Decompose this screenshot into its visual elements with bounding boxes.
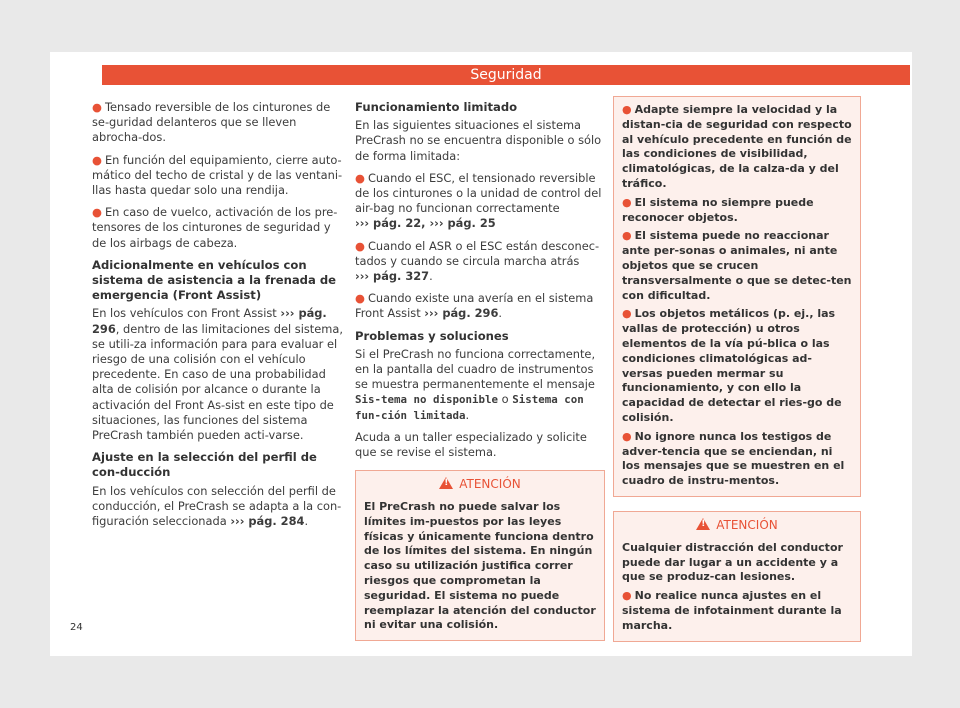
page-reference-link[interactable]: ››› pág. 22, ››› pág. 25 bbox=[355, 216, 496, 231]
bullet-item: ● Cuando existe una avería en el sistema Front Assist ››› pág. 296. bbox=[355, 291, 594, 321]
bullet-item: ● El sistema puede no reaccionar ante per-sonas o animales, ni ante objetos que se crucen transversalmente o que se detec-ten con dificultad. bbox=[622, 229, 852, 302]
display-message: Sis-tema no disponible bbox=[355, 393, 499, 407]
warning-text: Cualquier distracción del conductor puede dar lugar a un accidente y a que se produz-can lesiones. bbox=[622, 540, 843, 584]
bullet-item: ● En función del equipamiento, cierre auto-mático del techo de cristal y de las ventani-llas hasta quedar solo una rendija. bbox=[92, 152, 343, 198]
column-left bbox=[92, 100, 348, 536]
warning-box-continued bbox=[613, 96, 861, 497]
display-message: Sistema con fun-ción limitada bbox=[355, 393, 584, 422]
column-right bbox=[613, 100, 861, 642]
bullet-icon: ● bbox=[355, 238, 365, 253]
bullet-item: ● No realice nunca ajustes en el sistema de infotainment durante la marcha. bbox=[622, 589, 842, 632]
bullet-icon: ● bbox=[622, 103, 632, 116]
bullet-icon: ● bbox=[92, 100, 102, 114]
bullet-item: ● Adapte siempre la velocidad y la distan-cia de seguridad con respecto al vehículo precedente en función de las condiciones de visibilidad, climatológicas, de la calza-da y del tráfico. bbox=[622, 103, 852, 190]
warning-title: !ATENCIÓN bbox=[364, 477, 596, 492]
warning-text: El PreCrash no puede salvar los límites im-puestos por las leyes físicas y únicamente funciona dentro de los límites del sistema. En ningún caso su utilización justifica correr riesgos que comprometan la seguridad. El sistema no puede reemplazar la atención del conductor ni evitar una colisión. bbox=[364, 500, 596, 632]
bullet-icon: ● bbox=[355, 170, 365, 185]
page-number: 24 bbox=[70, 622, 83, 633]
paragraph: En las siguientes situaciones el sistema PreCrash no se encuentra disponible o sólo de forma limitada: bbox=[355, 118, 602, 163]
heading-driving-profile: Ajuste en la selección del perfil de con-ducción bbox=[92, 450, 317, 480]
paragraph: En los vehículos con selección del perfil de conducción, el PreCrash se adapta a la con-figuración seleccionada ››› pág. 284. bbox=[92, 483, 342, 529]
heading-troubleshooting: Problemas y soluciones bbox=[355, 328, 509, 343]
warning-icon bbox=[696, 518, 710, 530]
warning-box bbox=[355, 470, 605, 641]
bullet-item: ● Cuando el ASR o el ESC están desconec-tados y cuando se circula marcha atrás ››› pág. 327. bbox=[355, 238, 600, 284]
bullet-icon: ● bbox=[622, 229, 632, 243]
paragraph: En los vehículos con Front Assist ››› pág. 296, dentro de las limitaciones del sistema, se utili-za información para para evaluar el riesgo de una colisión con el vehículo precedente. En caso de una probabilidad alta de colisión por alcance o durante la activación del Front As-sist en este tipo de situaciones, las funciones del sistema PreCrash también pueden acti-varse. bbox=[92, 306, 343, 443]
paragraph: Acuda a un taller especializado y solicite que se revise el sistema. bbox=[355, 429, 587, 460]
warning-box bbox=[613, 511, 861, 642]
page-reference-link[interactable]: ››› pág. 296 bbox=[92, 306, 327, 336]
page-reference-link[interactable]: ››› pág. 284 bbox=[230, 514, 305, 529]
warning-icon bbox=[439, 477, 453, 489]
heading-front-assist: Adicionalmente en vehículos con sistema de asistencia a la frenada de emergencia (Front Assist) bbox=[92, 257, 337, 303]
page-reference-link[interactable]: ››› pág. 327 bbox=[355, 269, 430, 284]
manual-page bbox=[50, 52, 912, 656]
bullet-icon: ● bbox=[622, 195, 632, 209]
column-middle bbox=[355, 100, 605, 641]
warning-title: !ATENCIÓN bbox=[622, 518, 852, 533]
bullet-item: ● Tensado reversible de los cinturones de se-guridad delanteros que se lleven abrocha-dos. bbox=[92, 100, 331, 145]
bullet-item: ● El sistema no siempre puede reconocer objetos. bbox=[622, 195, 814, 224]
bullet-icon: ● bbox=[622, 429, 632, 443]
bullet-icon: ● bbox=[92, 152, 102, 167]
heading-limited-function: Funcionamiento limitado bbox=[355, 100, 518, 114]
bullet-item: ● En caso de vuelco, activación de los pre-tensores de los cinturones de seguridad y de los airbags de cabeza. bbox=[92, 205, 338, 250]
bullet-item: ● No ignore nunca los testigos de adver-tencia que se enciendan, ni los mensajes que se muestren en el cuadro de instru-mentos. bbox=[622, 429, 845, 488]
bullet-item: ● Cuando el ESC, el tensionado reversible de los cinturones o la unidad de control del air-bag no funcionan correctamente ››› pág. 22, ››› pág. 25 bbox=[355, 170, 602, 231]
page-reference-link[interactable]: ››› pág. 296 bbox=[424, 306, 499, 321]
bullet-item: ● Los objetos metálicos (p. ej., las vallas de protección) u otros elementos de la vía pú-blica o las condiciones climatológicas ad-versas pueden mermar su funcionamiento, y con ello la capacidad de detectar el ries-go de colisión. bbox=[622, 307, 842, 424]
bullet-icon: ● bbox=[622, 589, 632, 603]
paragraph: Si el PreCrash no funciona correctamente, en la pantalla del cuadro de instrumentos se muestra permanentemente el mensaje Sis-tema no disponible o Sistema con fun-ción limitada. bbox=[355, 346, 596, 422]
bullet-icon: ● bbox=[355, 291, 365, 306]
section-header: Seguridad bbox=[102, 65, 910, 85]
bullet-icon: ● bbox=[622, 307, 632, 321]
bullet-icon: ● bbox=[92, 205, 102, 220]
